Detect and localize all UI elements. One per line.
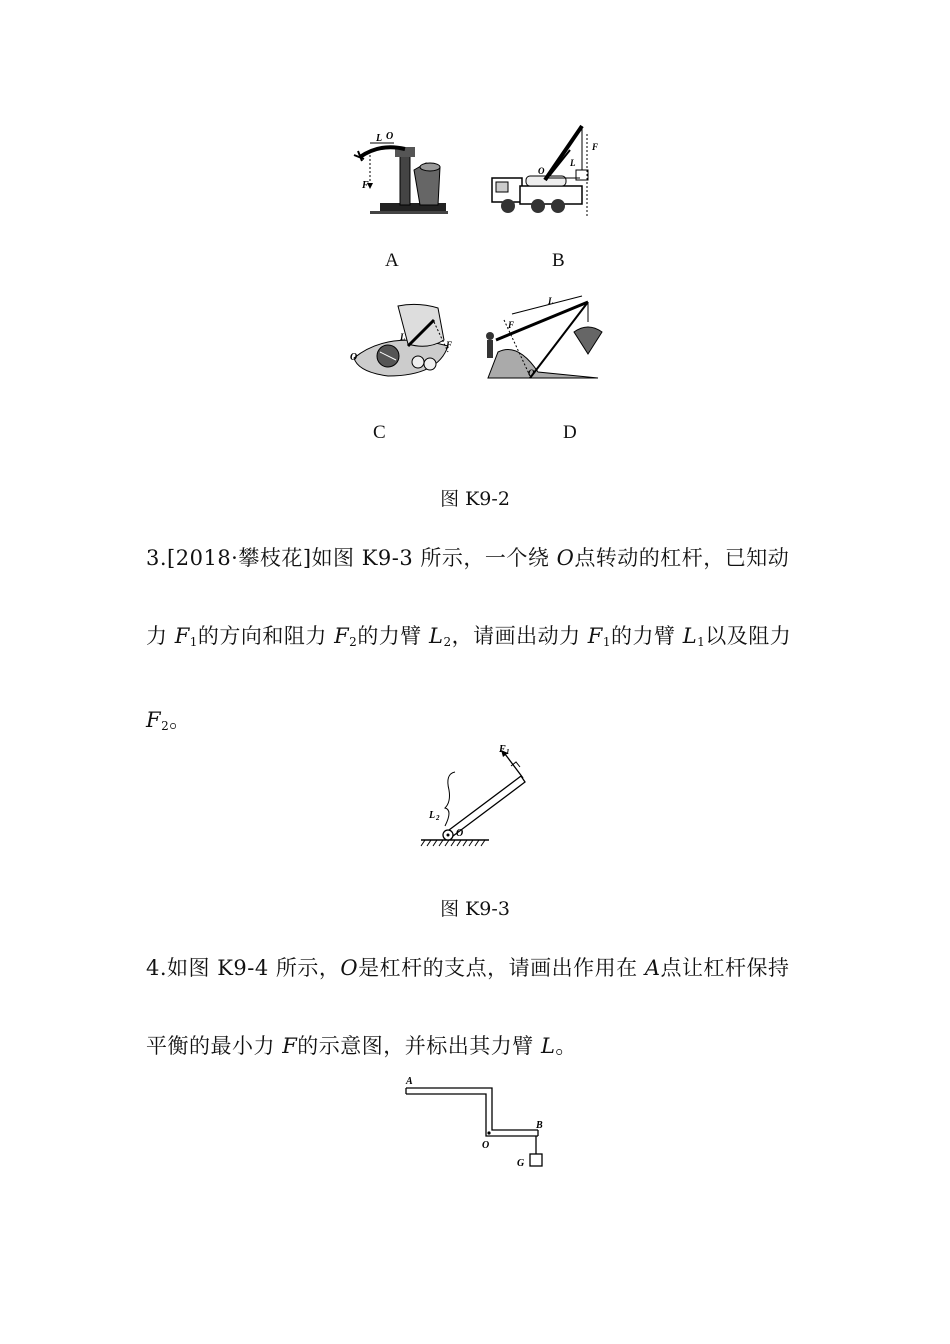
label-l: L	[376, 133, 383, 144]
subfigure-label-a: A	[385, 250, 399, 271]
figure-caption-k9-2: 图 K9-2	[440, 488, 510, 510]
label-l2-sub: 2	[436, 814, 440, 822]
label-o: O	[456, 828, 464, 839]
label-l2: L	[429, 810, 436, 821]
label-l: L	[400, 332, 406, 342]
label-o: O	[350, 352, 358, 363]
subfigure-label-d: D	[563, 422, 577, 443]
figure-k9-2-d	[478, 292, 604, 384]
label-f: F	[362, 180, 369, 191]
figure-k9-3	[415, 738, 535, 850]
label-b: B	[536, 1120, 543, 1131]
label-g: G	[517, 1158, 525, 1169]
question-3-line-3: $F_2$。	[146, 708, 191, 733]
label-o: O	[538, 166, 545, 176]
question-4-line-2: 平衡的最小力 F的示意图，并标出其力臂 L。	[146, 1034, 577, 1058]
figure-k9-2-c	[348, 300, 460, 382]
label-f: F	[592, 142, 599, 152]
label-o: O	[386, 131, 394, 142]
question-3-line-1: 3.[2018·攀枝花]如图 K9-3 所示，一个绕 O点转动的杠杆，已知动	[146, 546, 790, 570]
figure-k9-4	[398, 1070, 558, 1172]
figure-k9-2-a	[350, 125, 450, 217]
subfigure-label-c: C	[373, 422, 386, 443]
label-f1: F	[499, 744, 506, 755]
question-4-line-1: 4.如图 K9-4 所示，O是杠杆的支点，请画出作用在 A点让杠杆保持	[146, 956, 790, 980]
label-o: O	[528, 368, 535, 378]
question-4	[146, 929, 826, 1085]
label-f: F	[446, 340, 453, 350]
subfigure-label-b: B	[552, 250, 565, 271]
question-number: 4.	[146, 956, 168, 980]
question-source: [2018·攀枝花]	[167, 546, 312, 570]
figure-caption-k9-3: 图 K9-3	[440, 898, 510, 920]
label-a: A	[406, 1076, 413, 1087]
question-3-line-2: 力 $F_1$的方向和阻力 $F_2$的力臂 $L_2$，请画出动力 $F_1$的力臂 $L_1$以及阻力	[146, 624, 792, 649]
label-f1-sub: 1	[506, 748, 510, 756]
label-l: L	[570, 158, 576, 168]
question-3	[146, 519, 826, 765]
label-l: L	[548, 296, 554, 306]
label-o: O	[482, 1140, 490, 1151]
label-f: F	[508, 320, 515, 330]
figure-k9-2-b	[490, 120, 602, 220]
question-number: 3.	[146, 546, 168, 570]
